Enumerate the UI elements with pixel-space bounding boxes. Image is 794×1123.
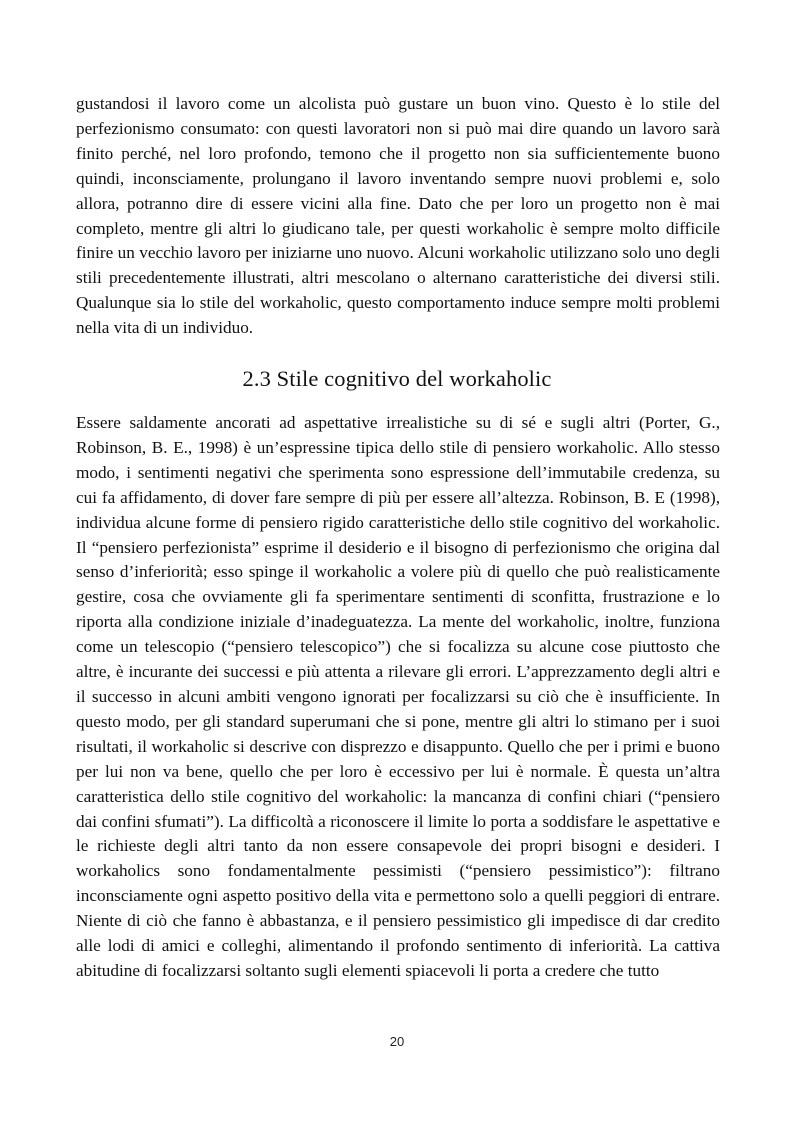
body-paragraph-cognitive-style: Essere saldamente ancorati ad aspettative irrealistiche su di sé e sugli altri (Porter, G., Robinson, B. E., 1998) è un’espressine tipica dello stile di pensiero workaholic. Allo stesso modo, i sentimenti negativi che sperimenta sono espressione dell’immutabile credenza, su cui fa affidamento, di dover fare sempre di più per essere all’altezza. Robinson, B. E (1998), individua alcune forme di pensiero rigido caratteristiche dello stile cognitivo del workaholic. Il “pensiero perfezionista” esprime il desiderio e il bisogno di perfezionismo che origina dal senso d’inferiorità; esso spinge il workaholic a volere più di quello che può realisticamente gestire, cosa che ovviamente gli fa sperimentare sentimenti di sconfitta, frustrazione e lo riporta alla condizione iniziale d’inadeguatezza. La mente del workaholic, inoltre, funziona come un telescopio (“pensiero telescopico”) che si focalizza su alcune cose piuttosto che altre, è incurante dei successi e più attenta a rilevare gli errori. L’apprezzamento degli altri e il successo in alcuni ambiti vengono ignorati per focalizzarsi su ciò che è insufficiente. In questo modo, per gli standard superumani che si pone, mentre gli altri lo stimano per i suoi risultati, il workaholic si descrive con disprezzo e disappunto. Quello che per i primi e buono per lui non va bene, quello che per loro è eccessivo per lui è normale. È questa un’altra caratteristica dello stile cognitivo del workaholic: la mancanza di confini chiari (“pensiero dai confini sfumati”). La difficoltà a riconoscere il limite lo porta a soddisfare le aspettative e le richieste degli altri tanto da non essere consapevole dei propri bisogni e desideri. I workaholics sono fondamentalmente pessimisti (“pensiero pessimistico”): filtrano inconsciamente ogni aspetto positivo della vita e permettono solo a quelli peggiori di entrare. Niente di ciò che fanno è abbastanza, e il pensiero pessimistico gli impedisce di dar credito alle lodi di amici e colleghi, alimentando il profondo sentimento di inferiorità. La cattiva abitudine di focalizzarsi soltanto sugli elementi spiacevoli li porta a credere che tutto xyxy=(76,413,720,980)
body-paragraph-continued: gustandosi il lavoro come un alcolista può gustare un buon vino. Questo è lo stile del perfezionismo consumato: con questi lavoratori non si può mai dire quando un lavoro sarà finito perché, nel loro profondo, temono che il progetto non sia sufficientemente buono quindi, inconsciamente, prolungano il lavoro inventando sempre nuovi problemi e, solo allora, potranno dire di essere vicini alla fine. Dato che per loro un progetto non è mai completo, mentre gli altri lo giudicano tale, per questi workaholic è sempre molto difficile finire un vecchio lavoro per iniziarne uno nuovo. Alcuni workaholic utilizzano solo uno degli stili precedentemente illustrati, altri mescolano o alternano caratteristiche dei diversi stili. Qualunque sia lo stile del workaholic, questo comportamento induce sempre molti problemi nella vita di un individuo. xyxy=(76,94,720,338)
page-number: 20 xyxy=(389,1034,405,1049)
section-heading: 2.3 Stile cognitivo del workaholic xyxy=(242,366,552,391)
